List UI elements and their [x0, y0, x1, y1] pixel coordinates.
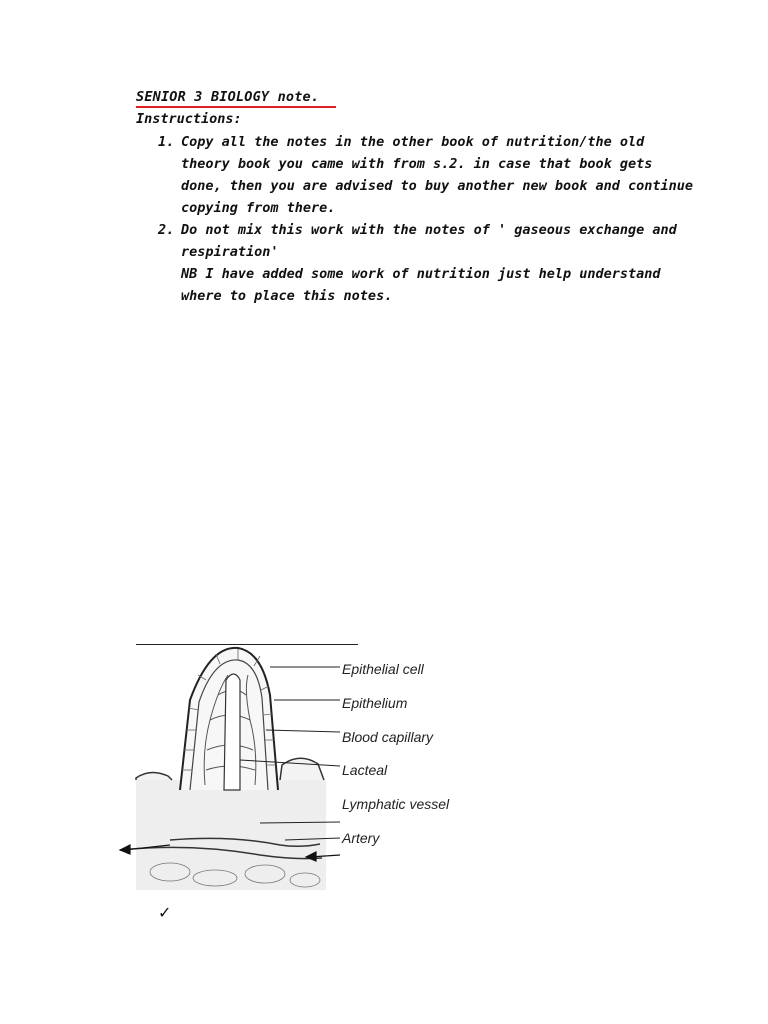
tissue-background — [136, 780, 326, 890]
label-lymphatic-vessel: Lymphatic vessel — [342, 796, 450, 812]
heading-underline — [136, 106, 336, 108]
label-epithelium: Epithelium — [342, 695, 408, 711]
lacteal-vessel — [224, 674, 240, 790]
label-blood-capillary: Blood capillary — [342, 729, 434, 745]
label-lacteal: Lacteal — [342, 762, 388, 778]
instructions-label: Instructions: — [136, 111, 242, 127]
instruction-text: Do not mix this work with the notes of ' gaseous exchange and respiration' — [181, 222, 677, 260]
left-neighbour-villus — [136, 772, 172, 780]
label-epithelial-cell: Epithelial cell — [342, 661, 424, 677]
instruction-item-2 — [136, 219, 696, 307]
right-neighbour-villus — [280, 758, 324, 780]
label-artery: Artery — [342, 830, 380, 846]
nb-note: NB I have added some work of nutrition just help understand where to place this notes. — [181, 266, 661, 304]
instruction-item-1 — [136, 131, 696, 219]
document-heading: SENIOR 3 BIOLOGY note. — [136, 89, 320, 105]
instruction-number: 2. — [158, 222, 175, 238]
checkmark-icon: ✓ — [158, 903, 172, 922]
instructions-list — [136, 131, 696, 307]
instruction-number: 1. — [158, 134, 175, 150]
villus-diagram — [110, 640, 490, 900]
instruction-text: Copy all the notes in the other book of nutrition/the old theory book you came with from s.2. in case that book gets done, then you are advised to buy another new book and continue copying from there. — [181, 134, 694, 216]
